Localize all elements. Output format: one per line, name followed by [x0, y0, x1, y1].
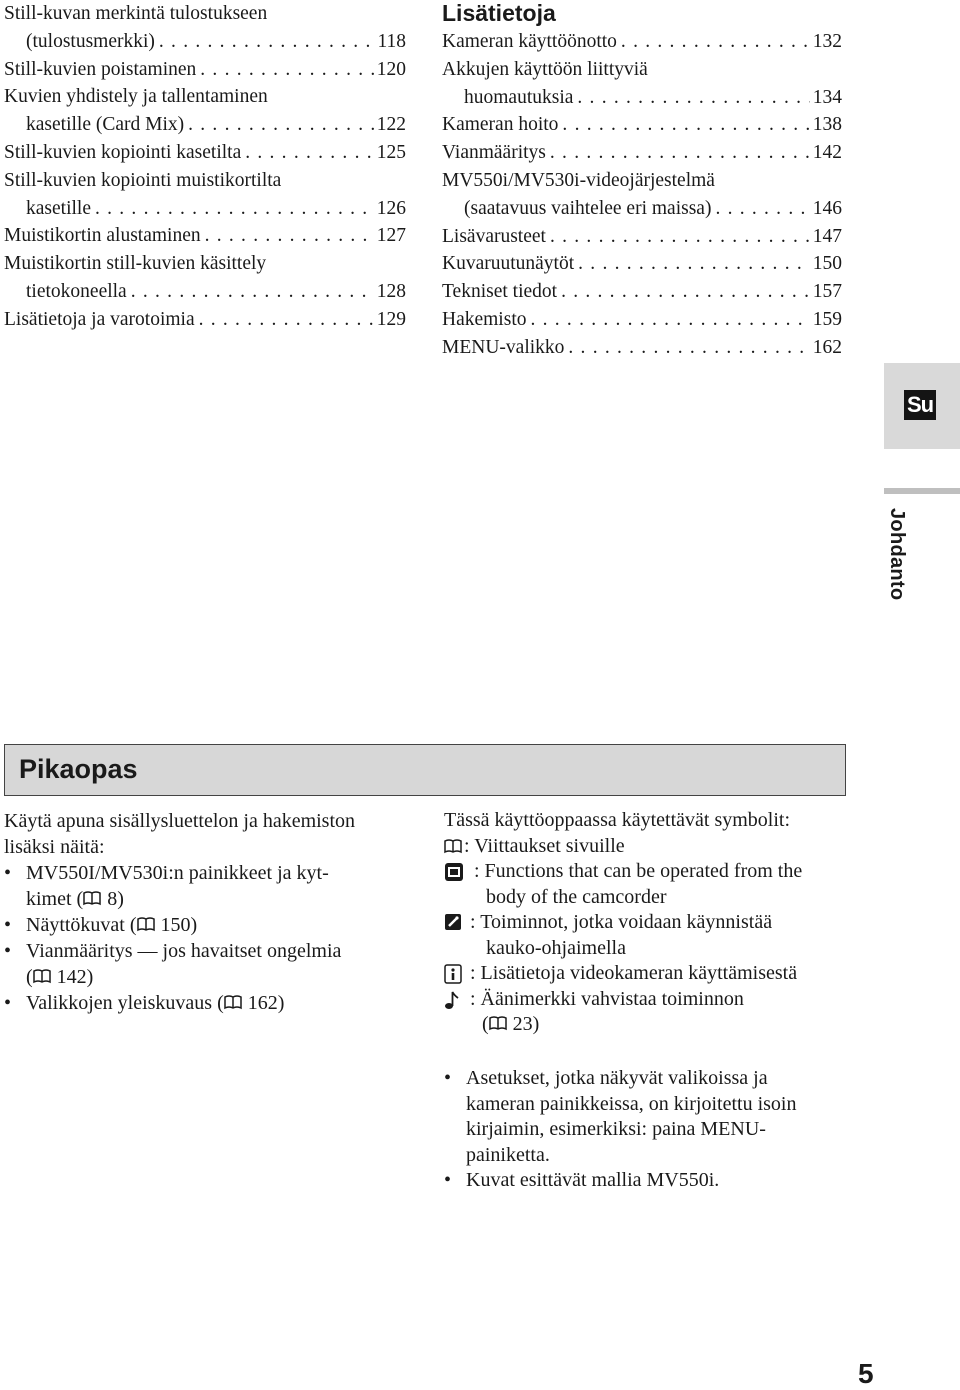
page-ref: 162) [242, 992, 285, 1014]
toc-entry [4, 56, 406, 84]
info-memo-icon [444, 964, 462, 984]
toc-entry-title: (saatavuus vaihtelee eri maissa) [464, 197, 712, 219]
list-item [444, 1066, 858, 1168]
toc-line [4, 167, 406, 195]
book-icon [444, 839, 462, 854]
toc-left-column [4, 0, 406, 334]
toc-entry [442, 167, 842, 223]
symbol-description-continued: body of the camcorder [486, 885, 667, 908]
toc-line [4, 250, 406, 278]
toc-entry-title: Still-kuvien poistaminen [4, 58, 197, 80]
toc-entry [4, 0, 406, 56]
toc-entry [442, 250, 842, 278]
toc-entry [4, 83, 406, 139]
toc-line [442, 195, 842, 223]
toc-page-number: 138 [812, 114, 842, 136]
symbol-row [444, 961, 858, 987]
music-note-icon [444, 990, 460, 1010]
toc-entry-title: Kuvien yhdistely ja tallentaminen [4, 86, 268, 108]
list-item-text: Kuvat esittävät mallia MV550i. [466, 1169, 720, 1191]
toc-entry-title: Lisätietoja ja varotoimia [4, 308, 195, 330]
list-item [4, 938, 414, 990]
dot-leader [95, 195, 374, 223]
book-icon [489, 1016, 507, 1031]
dot-leader [577, 84, 809, 112]
toc-page-number: 120 [376, 58, 406, 80]
list-item-text: painiketta. [466, 1143, 550, 1166]
dot-leader [715, 195, 809, 223]
list-item-text: Asetukset, jotka näkyvät valikoissa ja [466, 1067, 768, 1089]
toc-line [442, 306, 842, 334]
camcorder-body-icon [444, 862, 464, 882]
toc-line [4, 306, 406, 334]
toc-entry-title: Kuvaruutunäytöt [442, 253, 575, 275]
quick-guide-list [4, 860, 414, 1016]
remote-control-icon [444, 913, 462, 931]
symbols-legend [444, 808, 858, 1038]
toc-entry [442, 223, 842, 251]
toc-entry [4, 306, 406, 334]
page-ref: 23) [507, 1013, 540, 1035]
toc-line [4, 139, 406, 167]
toc-page-number: 125 [376, 141, 406, 163]
toc-page-number: 129 [376, 308, 406, 330]
toc-page-number: 159 [812, 308, 842, 330]
toc-line [4, 278, 406, 306]
page-ref: 150) [155, 914, 198, 936]
book-icon [137, 917, 155, 932]
toc-page-number: 132 [812, 31, 842, 52]
toc-line [442, 84, 842, 112]
list-item-text: Näyttökuvat ( [26, 914, 137, 936]
toc-page-number: 134 [812, 86, 842, 108]
toc-entry-title: MENU-valikko [442, 336, 565, 358]
symbol-row [444, 987, 858, 1013]
toc-line [4, 222, 406, 250]
page-ref: 8) [102, 888, 124, 910]
toc-page-number: 122 [376, 114, 406, 136]
toc-entry-title: tietokoneella [26, 280, 127, 302]
toc-entry [442, 139, 842, 167]
list-item-text: kirjaimin, esimerkiksi: paina MENU- [466, 1118, 766, 1140]
symbol-description-continued: kauko-ohjaimella [486, 936, 626, 959]
symbol-row [444, 859, 858, 885]
toc-entry [442, 306, 842, 334]
toc-entry-title: Vianmääritys [442, 142, 546, 164]
toc-page-number: 162 [812, 336, 842, 358]
toc-line [442, 167, 842, 195]
toc-page-number: 146 [812, 197, 842, 219]
dot-leader [621, 28, 810, 56]
toc-entry-title: Muistikortin still-kuvien käsittely [4, 253, 267, 275]
toc-page-number: 126 [376, 197, 406, 219]
toc-entry-title: Still-kuvien kopiointi kasetilta [4, 141, 242, 163]
toc-line [4, 111, 406, 139]
toc-line [442, 56, 842, 84]
toc-line [442, 250, 842, 278]
toc-line [442, 278, 842, 306]
dot-leader [245, 139, 374, 167]
toc-entry [4, 250, 406, 306]
toc-entry-title: MV550i/MV530i-videojärjestelmä [442, 169, 715, 191]
toc-entry-title: Still-kuvan merkintä tulostukseen [4, 3, 268, 24]
toc-page-number: 147 [812, 225, 842, 247]
list-item [4, 912, 414, 938]
toc-entry-title: kasetille [26, 197, 91, 219]
intro-line: Käytä apuna sisällysluettelon ja hakemiston [4, 810, 356, 832]
dot-leader [550, 139, 810, 167]
dot-leader [199, 306, 374, 334]
symbol-row [444, 910, 858, 936]
toc-entry-title: Kameran hoito [442, 114, 559, 136]
toc-entry-title: Akkujen käyttöön liittyviä [442, 58, 648, 80]
toc-right-entries [442, 28, 842, 362]
toc-entry [442, 334, 842, 362]
dot-leader [188, 111, 374, 139]
toc-page-number: 150 [812, 253, 842, 275]
pikaopas-header-box [4, 744, 846, 796]
symbol-description: : Functions that can be operated from the [474, 860, 803, 882]
toc-line [4, 28, 406, 56]
page-ref: 142) [51, 966, 94, 988]
notes-list [444, 1066, 858, 1194]
toc-line [442, 28, 842, 56]
book-icon [33, 969, 51, 984]
toc-line [4, 56, 406, 84]
toc-right-column [442, 0, 842, 362]
toc-entry-title: kasetille (Card Mix) [26, 114, 185, 136]
dot-leader [159, 28, 375, 56]
intro-line: lisäksi näitä: [4, 836, 105, 858]
toc-page-number: 157 [812, 281, 842, 303]
list-item-text: Valikkojen yleiskuvaus ( [26, 992, 224, 1014]
toc-entry-title: Still-kuvien kopiointi muistikortilta [4, 169, 282, 191]
dot-leader [561, 278, 810, 306]
toc-page-number: 128 [376, 280, 406, 302]
toc-entry [4, 222, 406, 250]
pikaopas-title: Pikaopas [19, 754, 138, 784]
toc-entry-title: Kameran käyttöönotto [442, 31, 617, 52]
toc-entry [442, 111, 842, 139]
symbol-description-continued [444, 1012, 858, 1038]
symbol-description: : Toiminnot, jotka voidaan käynnistää [470, 911, 773, 933]
toc-entry-title: Lisävarusteet [442, 225, 546, 247]
dot-leader [200, 56, 373, 84]
toc-entry [442, 28, 842, 56]
toc-entry-title: (tulostusmerkki) [26, 30, 155, 52]
toc-entry-title: Hakemisto [442, 308, 527, 330]
pikaopas-intro [4, 808, 414, 1016]
dot-leader [550, 223, 810, 251]
symbol-description: : Viittaukset sivuille [464, 834, 625, 857]
list-item-text: ( [26, 966, 33, 988]
toc-line [442, 223, 842, 251]
list-item [444, 1168, 858, 1194]
toc-entry-title: huomautuksia [464, 86, 574, 108]
dot-leader [205, 222, 374, 250]
side-tab-bar [884, 488, 960, 494]
notes-section [444, 1066, 858, 1194]
dot-leader [530, 306, 809, 334]
list-item [4, 990, 414, 1016]
dot-leader [562, 111, 809, 139]
list-item-text: MV550I/MV530i:n painikkeet ja kyt- [26, 862, 329, 884]
toc-entry [4, 139, 406, 167]
toc-page-number: 127 [376, 225, 406, 247]
toc-line [4, 83, 406, 111]
toc-entry-title: Muistikortin alustaminen [4, 225, 201, 247]
toc-line [442, 334, 842, 362]
dot-leader [131, 278, 374, 306]
toc-entry [442, 56, 842, 112]
language-badge: Su [904, 390, 936, 420]
page-number: 5 [858, 1358, 874, 1389]
toc-line [442, 139, 842, 167]
symbol-row [444, 834, 858, 860]
list-item-text: kameran painikkeissa, on kirjoitettu isoin [466, 1092, 797, 1115]
toc-line [4, 0, 406, 28]
list-item [4, 860, 414, 912]
symbols-title: Tässä käyttöoppaassa käytettävät symbolit: [444, 809, 791, 831]
dot-leader [568, 334, 809, 362]
symbol-description: : Lisätietoja videokameran käyttämisestä [470, 962, 798, 984]
toc-page-number: 142 [812, 142, 842, 164]
toc-entry-title: Tekniset tiedot [442, 281, 558, 303]
book-icon [224, 995, 242, 1010]
symbol-description-text: ( [482, 1013, 489, 1035]
toc-entry [442, 278, 842, 306]
toc-page-number: 118 [377, 30, 406, 52]
symbol-description: : Äänimerkki vahvistaa toiminnon [470, 987, 744, 1010]
toc-line [442, 111, 842, 139]
book-icon [83, 891, 101, 906]
toc-line [4, 195, 406, 223]
list-item-text: Vianmääritys — jos havaitset ongelmia [26, 940, 342, 962]
dot-leader [578, 250, 810, 278]
toc-entry [4, 167, 406, 223]
chapter-side-label: Johdanto [886, 508, 908, 601]
section-heading: Lisätietoja [442, 0, 556, 26]
list-item-text: kimet ( [26, 888, 84, 910]
